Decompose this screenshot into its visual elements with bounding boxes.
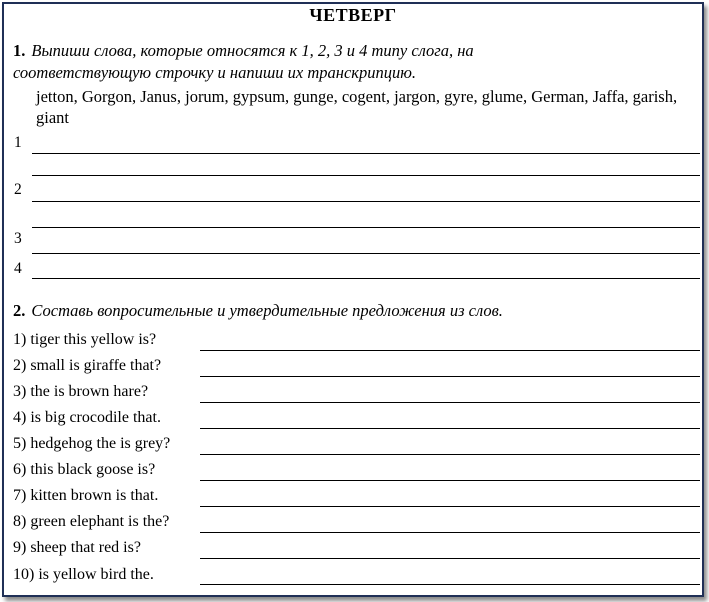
answer-line[interactable] [200, 402, 700, 403]
sentence-item-5: 5) hedgehog the is grey? [13, 435, 171, 452]
answer-line[interactable] [32, 201, 700, 202]
answer-line[interactable] [32, 227, 700, 228]
answer-line[interactable] [32, 175, 700, 176]
sentence-item-2: 2) small is giraffe that? [13, 357, 162, 374]
sentence-item-7: 7) kitten brown is that. [13, 487, 159, 504]
answer-line[interactable] [32, 253, 700, 254]
row-label-4: 4 [14, 260, 22, 277]
row-label-3: 3 [14, 230, 22, 247]
task-2-instruction: Составь вопросительные и утвердительные предложения из слов. [31, 301, 503, 320]
row-label-1: 1 [14, 134, 22, 151]
worksheet-frame [2, 2, 704, 597]
sentence-item-6: 6) this black goose is? [13, 461, 156, 478]
answer-line[interactable] [200, 350, 700, 351]
page-title: ЧЕТВЕРГ [309, 5, 397, 25]
sentence-item-1: 1) tiger this yellow is? [13, 331, 157, 348]
answer-line[interactable] [200, 428, 700, 429]
sentence-item-8: 8) green elephant is the? [13, 513, 170, 530]
task-1-header [13, 40, 573, 84]
answer-line[interactable] [200, 506, 700, 507]
answer-line[interactable] [200, 584, 700, 585]
answer-line[interactable] [200, 558, 700, 559]
answer-line[interactable] [200, 376, 700, 377]
row-label-2: 2 [14, 181, 22, 198]
sentence-item-9: 9) sheep that red is? [13, 539, 141, 556]
answer-line[interactable] [200, 454, 700, 455]
answer-line[interactable] [32, 153, 700, 154]
sentence-item-3: 3) the is brown hare? [13, 383, 149, 400]
answer-line[interactable] [200, 480, 700, 481]
task-1-number: 1. [13, 41, 26, 60]
answer-line[interactable] [200, 532, 700, 533]
sentence-item-4: 4) is big crocodile that. [13, 409, 161, 426]
answer-line[interactable] [32, 278, 700, 279]
task-2-header [13, 300, 693, 322]
task-1-word-list: jetton, Gorgon, Janus, jorum, gypsum, gunge, cogent, jargon, gyre, glume, German, Jaffa, garish, giant [36, 87, 678, 127]
task-1-instruction: Выпиши слова, которые относятся к 1, 2, 3 и 4 типу слога, на соответствующую строчку и напиши их транскрипцию. [13, 41, 474, 82]
sentence-item-10: 10) is yellow bird the. [13, 566, 154, 583]
task-2-number: 2. [13, 301, 26, 320]
